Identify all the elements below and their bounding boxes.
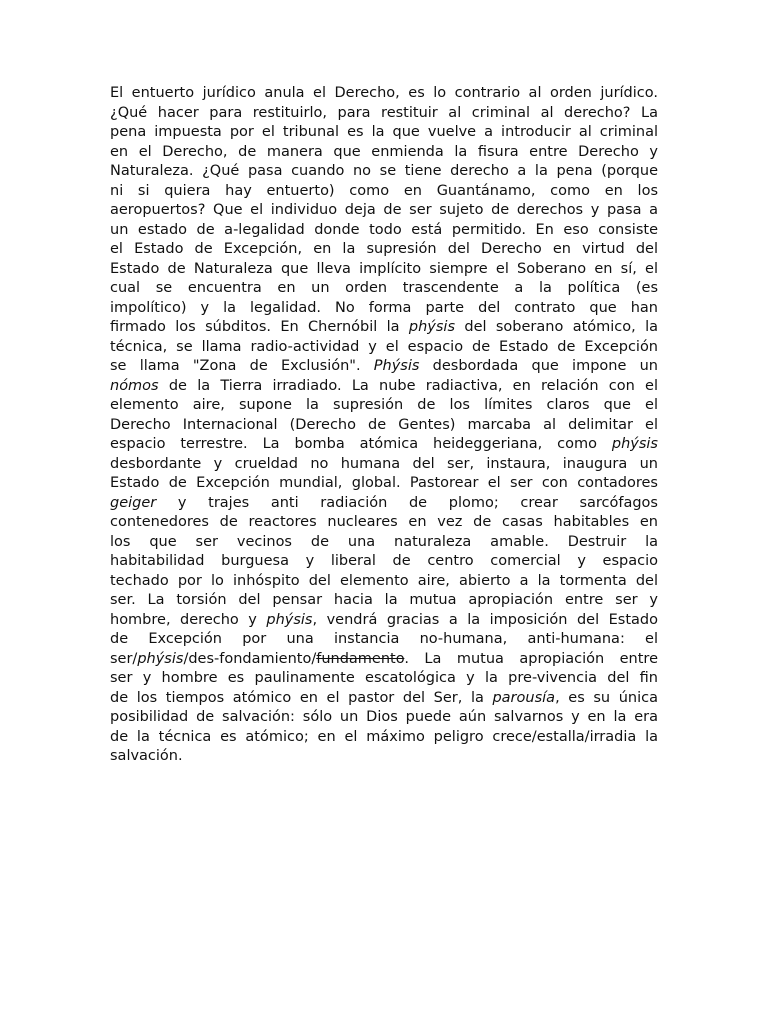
text-segment: Estado de Excepción mundial, global. Pastorear el ser con contadores xyxy=(110,475,658,491)
text-segment: , vendrá gracias a la imposición del Estado xyxy=(312,611,658,628)
text-segment: los que ser vecinos de una naturaleza amable. Destruir la xyxy=(110,533,658,550)
text-segment: y trajes anti radiación de plomo; crear sarcófagos xyxy=(156,494,658,511)
text-line xyxy=(110,728,658,748)
text-line xyxy=(110,474,658,494)
text-segment: impolítico) y la legalidad. No forma parte del contrato que han xyxy=(110,299,658,316)
text-segment: firmado los súbditos. En Chernóbil la xyxy=(110,319,409,335)
text-line xyxy=(110,377,658,397)
text-segment: Estado de Naturaleza que lleva implícito siempre el Soberano en sí, el xyxy=(110,260,658,277)
text-segment: pena impuesta por el tribunal es la que vuelve a introducir al criminal xyxy=(110,124,658,140)
text-segment: contenedores de reactores nucleares en vez de casas habitables en xyxy=(110,514,658,530)
text-segment: Derecho Internacional (Derecho de Gentes) marcaba al delimitar el xyxy=(110,416,658,433)
text-segment: techado por lo inhóspito del elemento aire, abierto a la tormenta del xyxy=(110,572,658,589)
text-line xyxy=(110,104,658,124)
text-line xyxy=(110,123,658,143)
text-line xyxy=(110,279,658,299)
text-segment: aeropuertos? Que el individuo deja de ser sujeto de derechos y pasa a xyxy=(110,202,658,218)
text-line xyxy=(110,416,658,436)
text-segment: habitabilidad burguesa y liberal de centro comercial y espacio xyxy=(110,553,658,569)
italic-term: phýsis xyxy=(266,611,313,628)
text-segment: posibilidad de salvación: sólo un Dios puede aún salvarnos y en la era xyxy=(110,709,658,725)
text-line xyxy=(110,221,658,241)
text-line xyxy=(110,260,658,280)
text-segment: técnica, se llama radio-actividad y el espacio de Estado de Excepción xyxy=(110,338,658,355)
text-segment: del soberano atómico, la xyxy=(455,319,658,335)
text-line xyxy=(110,84,658,104)
text-line xyxy=(110,396,658,416)
text-line xyxy=(110,201,658,221)
text-line xyxy=(110,299,658,319)
text-line xyxy=(110,338,658,358)
text-segment: hombre, derecho y xyxy=(110,611,267,628)
text-line xyxy=(110,143,658,163)
text-segment: elemento aire, supone la supresión de los límites claros que el xyxy=(110,397,658,413)
text-line xyxy=(110,650,658,670)
text-segment: de la Tierra irradiado. La nube radiactiva, en relación con el xyxy=(158,377,658,394)
text-segment: espacio terrestre. La bomba atómica heideggeriana, como xyxy=(110,436,612,452)
text-line xyxy=(110,494,658,514)
text-line xyxy=(110,747,658,767)
text-segment: . La mutua apropiación entre xyxy=(404,650,658,667)
text-segment: de los tiempos atómico en el pastor del Ser, la xyxy=(110,689,493,706)
text-line xyxy=(110,552,658,572)
text-segment: se llama "Zona de Exclusión". xyxy=(110,358,374,374)
italic-term: parousía xyxy=(492,689,556,706)
text-segment: cual se encuentra en un orden trascendente a la política (es xyxy=(110,280,658,296)
text-segment: en el Derecho, de manera que enmienda la fisura entre Derecho y xyxy=(110,143,658,160)
text-segment: desbordada que impone un xyxy=(419,358,658,374)
struck-word: fundamento xyxy=(316,650,405,667)
text-segment: de la técnica es atómico; en el máximo peligro crece/estalla/irradia la xyxy=(110,728,658,745)
text-segment: ¿Qué hacer para restituirlo, para restituir al criminal al derecho? La xyxy=(110,104,658,121)
text-line xyxy=(110,318,658,338)
text-segment: un estado de a-legalidad donde todo está permitido. En eso consiste xyxy=(110,221,658,238)
text-line xyxy=(110,182,658,202)
italic-term: phýsis xyxy=(137,650,184,667)
text-line xyxy=(110,591,658,611)
text-line xyxy=(110,455,658,475)
text-line xyxy=(110,630,658,650)
text-segment: ser. La torsión del pensar hacia la mutua apropiación entre ser y xyxy=(110,592,658,608)
text-segment: desbordante y crueldad no humana del ser, instaura, inaugura un xyxy=(110,455,658,472)
body-paragraph xyxy=(110,84,658,767)
text-line xyxy=(110,611,658,631)
text-line xyxy=(110,708,658,728)
text-line xyxy=(110,513,658,533)
text-segment: salvación. xyxy=(110,748,183,764)
text-segment: Naturaleza. ¿Qué pasa cuando no se tiene derecho a la pena (porque xyxy=(110,163,658,179)
text-line xyxy=(110,533,658,553)
text-line xyxy=(110,669,658,689)
italic-term: phýsis xyxy=(408,319,456,335)
text-segment: El entuerto jurídico anula el Derecho, es lo contrario al orden jurídico. xyxy=(110,85,658,101)
text-line xyxy=(110,435,658,455)
text-line xyxy=(110,689,658,709)
text-segment: , es su única xyxy=(555,689,658,706)
text-line xyxy=(110,240,658,260)
italic-term: geiger xyxy=(110,494,157,511)
italic-term: Phýsis xyxy=(373,358,420,374)
text-segment: ser/ xyxy=(110,650,138,667)
text-segment: /des-fondamiento/ xyxy=(183,650,317,667)
text-segment: ser y hombre es paulinamente escatológica y la pre-vivencia del fin xyxy=(110,670,658,686)
text-segment: de Excepción por una instancia no-humana, anti-humana: el xyxy=(110,631,658,647)
italic-term: phýsis xyxy=(611,436,658,452)
text-line xyxy=(110,162,658,182)
text-line xyxy=(110,357,658,377)
text-segment: el Estado de Excepción, en la supresión del Derecho en virtud del xyxy=(110,241,658,257)
italic-term: nómos xyxy=(110,377,159,394)
text-line xyxy=(110,572,658,592)
text-segment: ni si quiera hay entuerto) como en Guantánamo, como en los xyxy=(110,182,658,199)
